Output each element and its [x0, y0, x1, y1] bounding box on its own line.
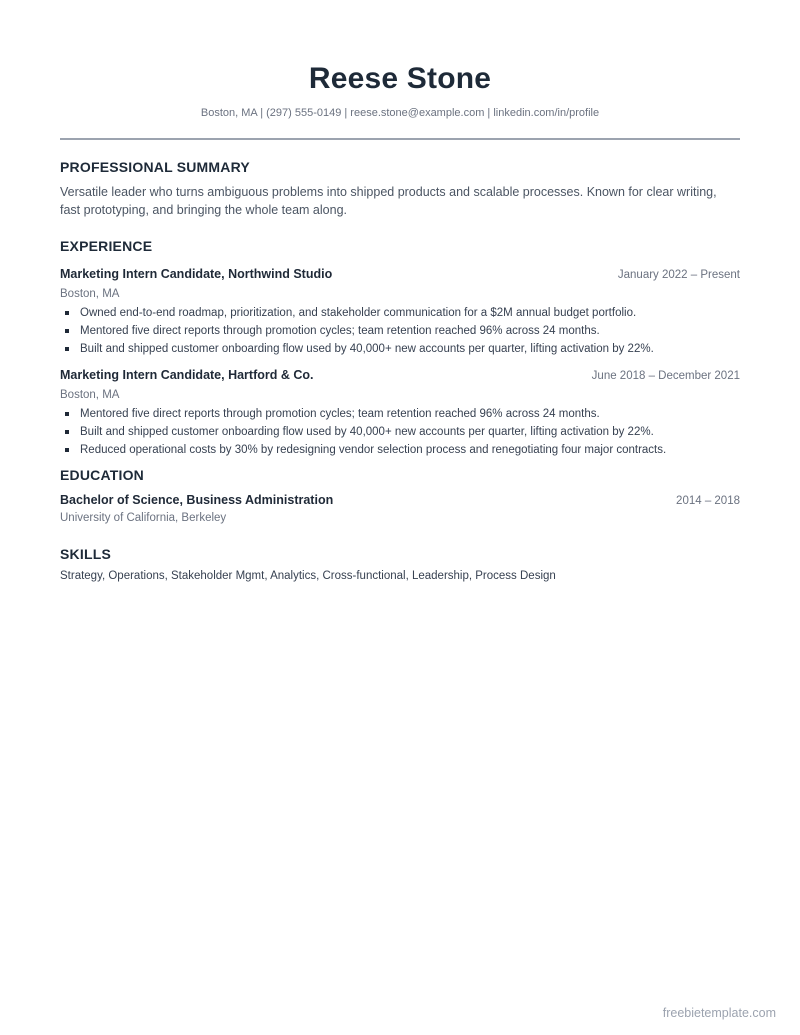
bullet-text: Owned end-to-end roadmap, prioritization, and stakeholder communication for a $2M annual budget portfolio. [80, 307, 637, 319]
contact-line: Boston, MA | (297) 555-0149 | reese.stone@example.com | linkedin.com/in/profile [200, 107, 600, 119]
education-entry [60, 492, 740, 525]
bullet-icon [65, 430, 69, 434]
bullet-icon [65, 347, 69, 351]
watermark-link[interactable]: freebietemplate.com [662, 1006, 776, 1020]
job-dates: June 2018 – December 2021 [591, 370, 740, 382]
education-section [60, 467, 740, 525]
job-header [60, 367, 740, 384]
section-title-summary: PROFESSIONAL SUMMARY [60, 159, 250, 175]
skills-list: Strategy, Operations, Stakeholder Mgmt, Analytics, Cross-functional, Leadership, Process Design [60, 570, 556, 582]
job-role: Marketing Intern Candidate, Hartford & Co. [60, 368, 314, 382]
bullet-icon [65, 329, 69, 333]
job-bullets [60, 405, 740, 459]
bullet-item [60, 340, 740, 358]
section-title-skills: SKILLS [60, 546, 111, 562]
section-title-education: EDUCATION [60, 467, 144, 483]
school-name: University of California, Berkeley [60, 512, 227, 524]
job-entry [60, 266, 740, 358]
degree: Bachelor of Science, Business Administration [60, 493, 334, 507]
summary-text: Versatile leader who turns ambiguous problems into shipped products and scalable processes. Known for clear writing, fast prototyping, and bringing the whole team along. [60, 185, 717, 217]
skills-section [60, 546, 740, 583]
education-header [60, 492, 740, 509]
education-dates: 2014 – 2018 [676, 495, 740, 507]
bullet-item [60, 423, 740, 441]
job-dates: January 2022 – Present [617, 269, 740, 281]
resume-header [60, 0, 740, 120]
bullet-text: Mentored five direct reports through promotion cycles; team retention reached 96% across 24 months. [80, 408, 600, 420]
bullet-text: Mentored five direct reports through promotion cycles; team retention reached 96% across 24 months. [80, 325, 600, 337]
bullet-item [60, 304, 740, 322]
section-title-experience: EXPERIENCE [60, 238, 153, 254]
experience-section [60, 238, 740, 459]
summary-section [60, 159, 740, 219]
bullet-item [60, 322, 740, 340]
candidate-name: Reese Stone [308, 62, 492, 95]
job-location: Boston, MA [60, 288, 120, 300]
bullet-icon [65, 448, 69, 452]
header-divider [60, 138, 740, 140]
job-bullets [60, 304, 740, 358]
job-location: Boston, MA [60, 389, 120, 401]
bullet-item [60, 405, 740, 423]
job-entry [60, 367, 740, 459]
bullet-icon [65, 311, 69, 315]
resume-page [60, 0, 740, 583]
bullet-icon [65, 412, 69, 416]
bullet-item [60, 441, 740, 459]
bullet-text: Reduced operational costs by 30% by redesigning vendor selection process and renegotiating four major contracts. [80, 444, 667, 456]
bullet-text: Built and shipped customer onboarding flow used by 40,000+ new accounts per quarter, lifting activation by 22%. [80, 343, 654, 355]
job-role: Marketing Intern Candidate, Northwind Studio [60, 267, 333, 281]
job-header [60, 266, 740, 283]
bullet-text: Built and shipped customer onboarding flow used by 40,000+ new accounts per quarter, lifting activation by 22%. [80, 426, 654, 438]
